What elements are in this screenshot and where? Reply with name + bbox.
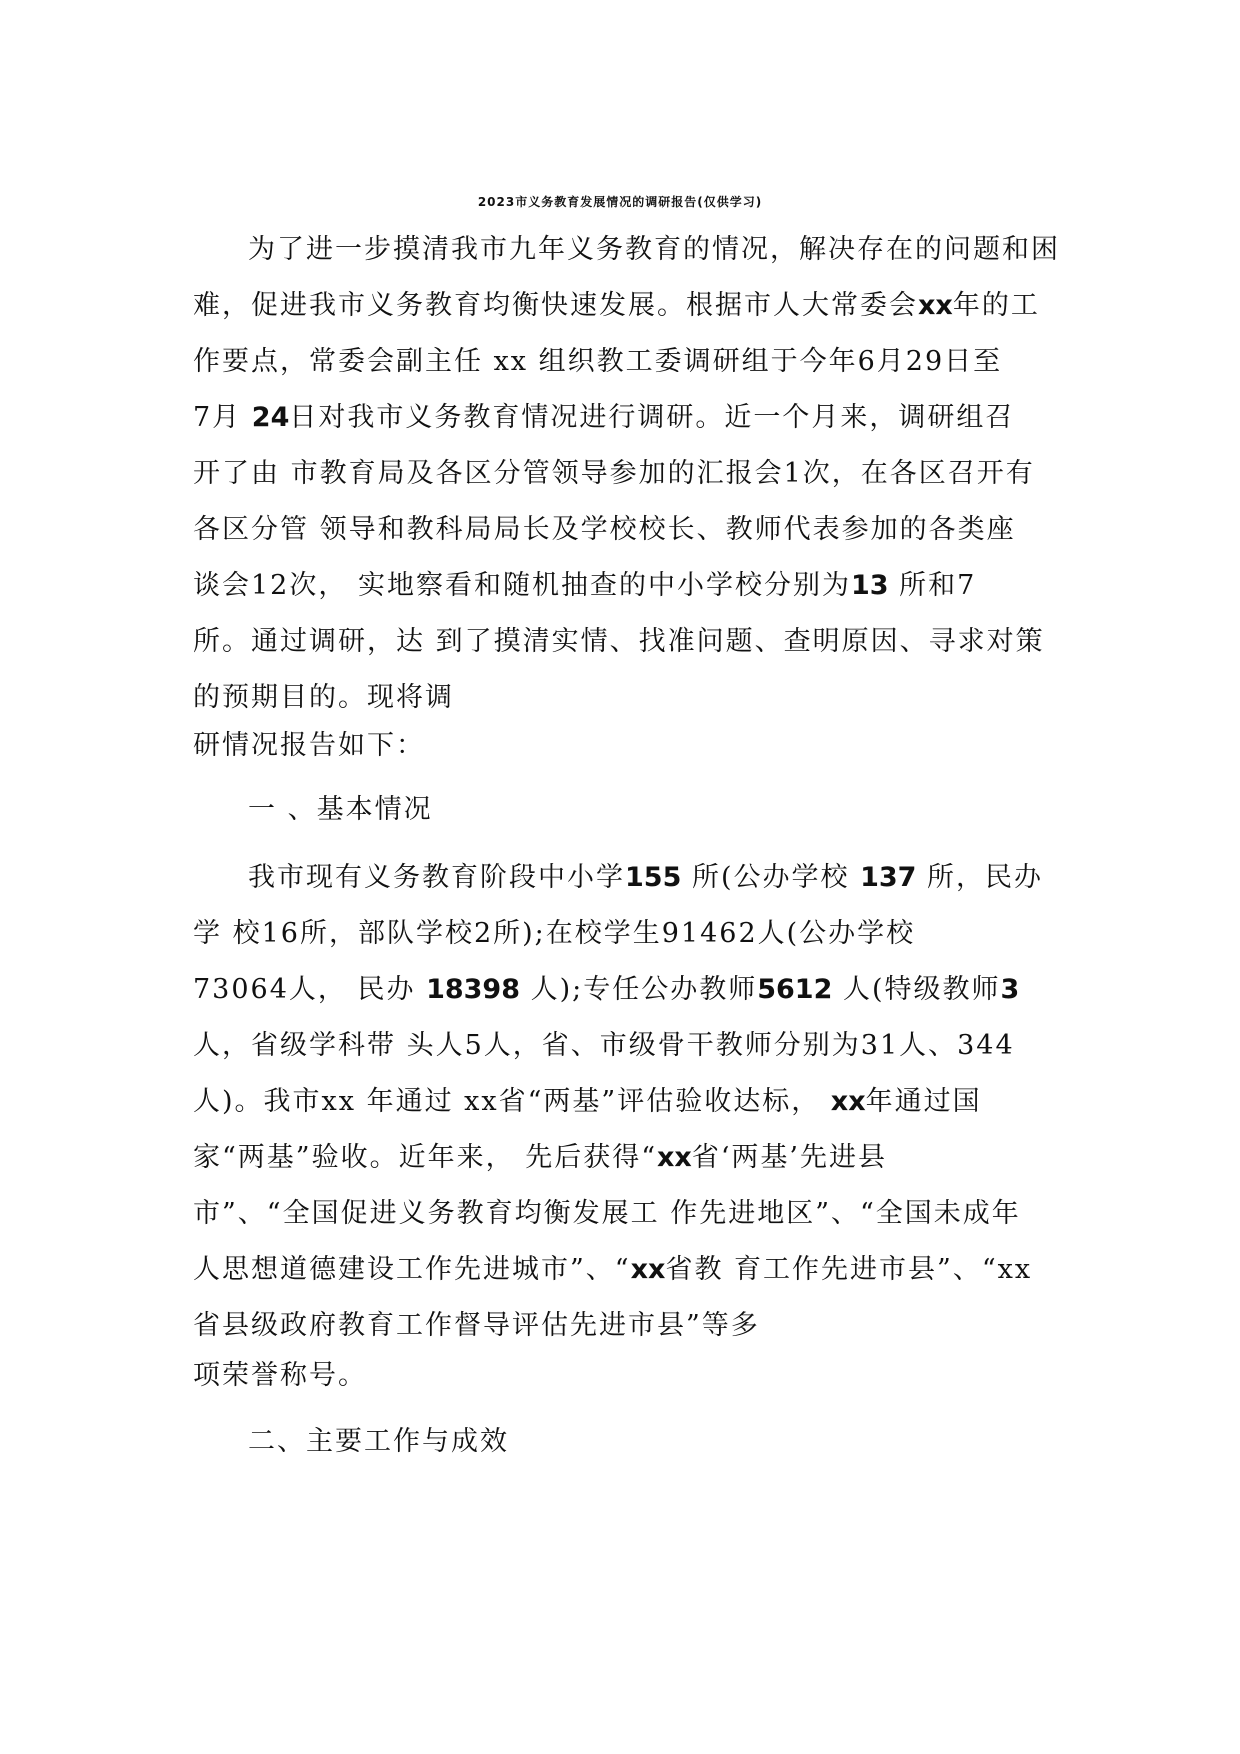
- bold-text-run: xx: [830, 1086, 866, 1117]
- bold-text-run: xx: [630, 1254, 666, 1285]
- text-run: 所(公办学校: [681, 862, 861, 893]
- text-run: 73064人， 民办: [193, 974, 427, 1005]
- paragraph-line: [193, 624, 1045, 660]
- paragraph-line: [193, 972, 1019, 1008]
- text-run: 省教 育工作先进市县”、“xx: [665, 1254, 1033, 1285]
- paragraph-line: [193, 568, 976, 604]
- document-title: 2023市义务教育发展情况的调研报告(仅供学习): [477, 195, 763, 209]
- text-run: 研情况报告如下：: [193, 730, 425, 761]
- text-run: 年通过国: [865, 1086, 982, 1117]
- bold-text-run: 18398: [426, 974, 520, 1005]
- paragraph-line: [193, 512, 1016, 548]
- text-run: 谈会12次， 实地察看和随机抽查的中小学校分别为: [193, 570, 851, 601]
- paragraph-line: [193, 456, 1035, 492]
- text-run: 7月: [193, 402, 242, 433]
- paragraph-line: [193, 1308, 760, 1344]
- text-run: 家“两基”验收。近年来， 先后获得“: [193, 1142, 657, 1173]
- text-run: 人);专任公办教师: [520, 974, 758, 1005]
- bold-text-run: 137: [860, 862, 917, 893]
- text-run: 难，促进我市义务教育均衡快速发展。根据市人大常委会: [193, 290, 918, 321]
- bold-text-run: 155: [625, 862, 682, 893]
- text-run: 各区分管 领导和教科局局长及学校校长、教师代表参加的各类座: [193, 514, 1016, 545]
- paragraph-line: [193, 1084, 982, 1120]
- paragraph-line: [193, 344, 1002, 380]
- text-run: 省县级政府教育工作督导评估先进市县”等多: [193, 1310, 760, 1341]
- paragraph-line: [193, 288, 1040, 324]
- text-run: 省‘两基’先进县: [691, 1142, 888, 1173]
- paragraph-line: [193, 1358, 367, 1394]
- text-run: 人，省级学科带 头人5人，省、市级骨干教师分别为31人、344: [193, 1030, 1015, 1061]
- section-heading: 一 、基本情况: [248, 794, 433, 825]
- bold-text-run: 13: [850, 570, 889, 601]
- text-run: 市”、“全国促进义务教育均衡发展工 作先进地区”、“全国未成年: [193, 1198, 1021, 1229]
- text-run: 人(特级教师: [832, 974, 1001, 1005]
- paragraph-line: [248, 232, 1060, 268]
- text-run: 项荣誉称号。: [193, 1360, 367, 1391]
- paragraph-line: [193, 1252, 1032, 1288]
- paragraph-line: [193, 1196, 1021, 1232]
- paragraph-line: [193, 728, 425, 764]
- paragraph-line: [193, 916, 915, 952]
- text-run: 人思想道德建设工作先进城市”、“: [193, 1254, 631, 1285]
- text-run: 的预期目的。现将调: [193, 682, 454, 713]
- text-run: 我市现有义务教育阶段中小学: [248, 862, 625, 893]
- bold-text-run: xx: [918, 290, 953, 321]
- paragraph-line: [193, 680, 454, 716]
- text-run: 年的工: [952, 290, 1040, 321]
- section-heading: 二、主要工作与成效: [248, 1426, 509, 1457]
- paragraph-line: [193, 1140, 887, 1176]
- text-run: 所，民办: [916, 862, 1044, 893]
- text-run: 作要点，常委会副主任 xx 组织教工委调研组于今年6月29日至: [193, 346, 1003, 377]
- paragraph-line: [193, 1028, 1015, 1064]
- text-run: 日对我市义务教育情况进行调研。近一个月来，调研组召: [289, 402, 1015, 433]
- bold-text-run: xx: [657, 1142, 692, 1173]
- paragraph-line: [193, 400, 1014, 436]
- bold-text-run: 24: [251, 402, 290, 433]
- bold-text-run: 3: [1000, 974, 1020, 1005]
- text-run: 所和7: [888, 570, 977, 601]
- text-run: 学 校16所，部队学校2所);在校学生91462人(公办学校: [193, 918, 916, 949]
- paragraph-line: [248, 860, 1043, 896]
- text-run: 为了进一步摸清我市九年义务教育的情况，解决存在的问题和困: [248, 234, 1060, 265]
- text-run: 人)。我市xx 年通过 xx省“两基”评估验收达标，: [193, 1086, 831, 1117]
- text-run: 所。通过调研，达 到了摸清实情、找准问题、查明原因、寻求对策: [193, 626, 1045, 657]
- bold-text-run: 5612: [757, 974, 833, 1005]
- text-run: 开了由 市教育局及各区分管领导参加的汇报会1次，在各区召开有: [193, 458, 1035, 489]
